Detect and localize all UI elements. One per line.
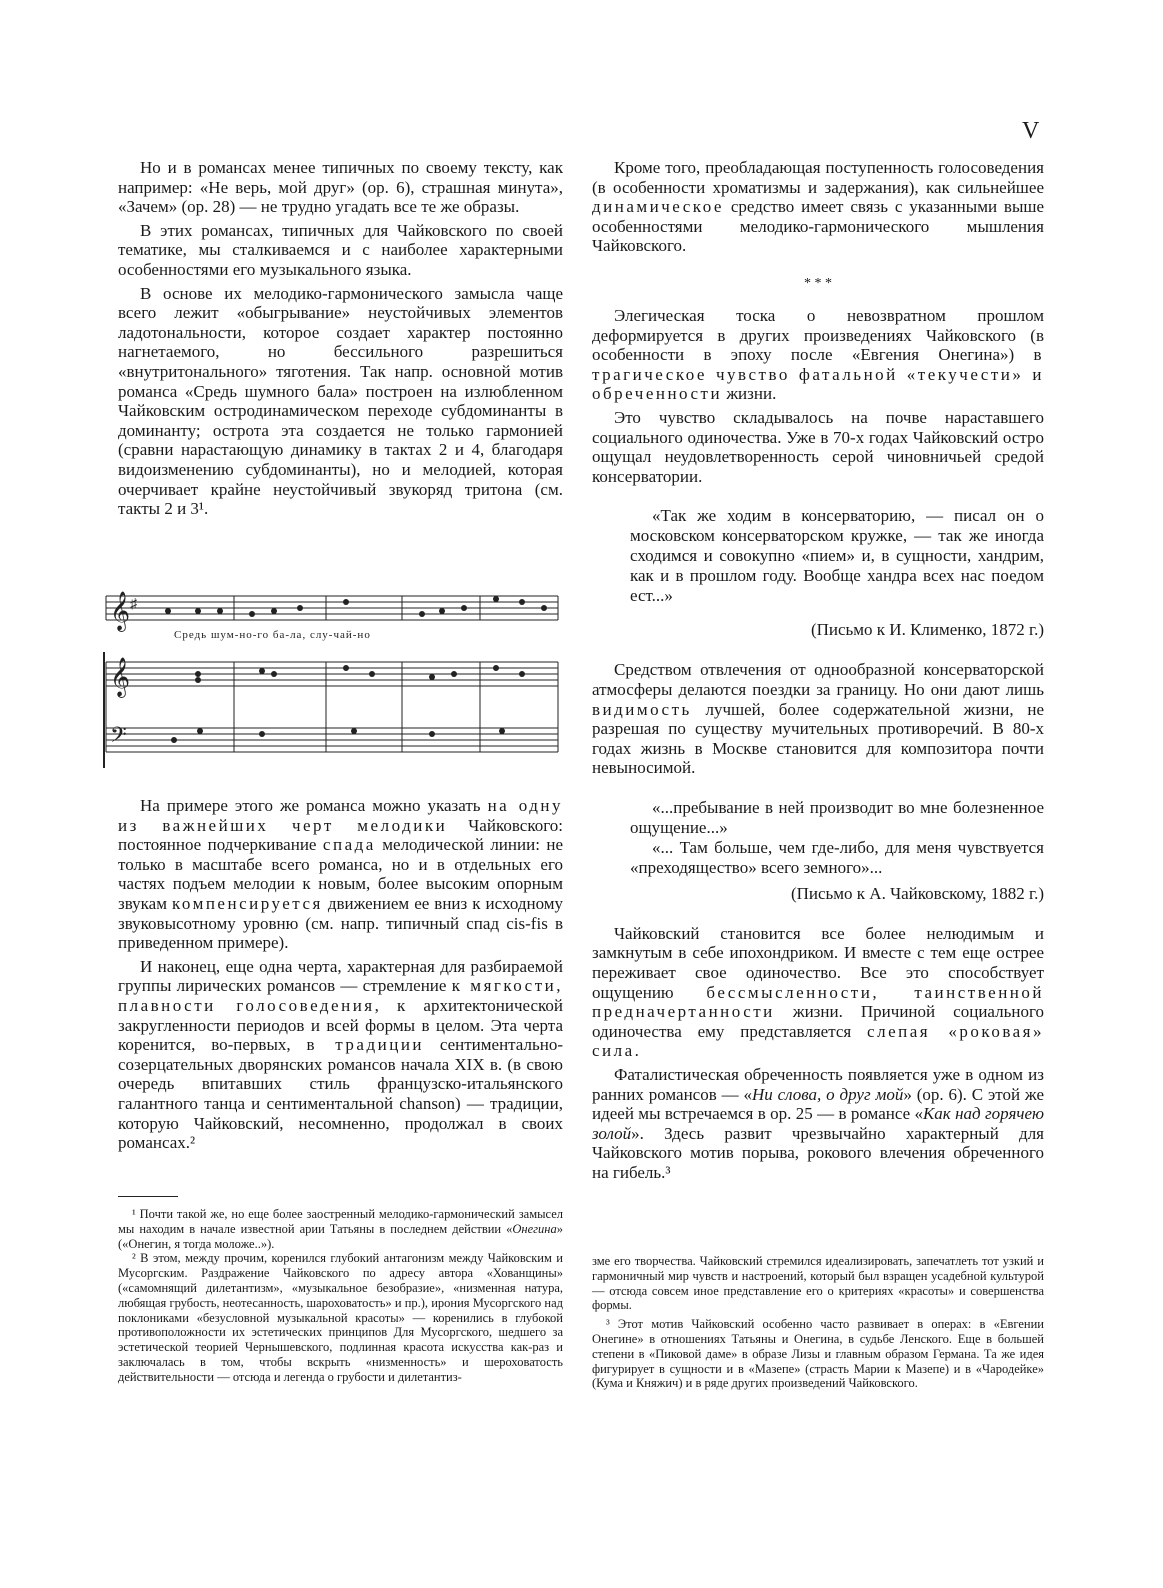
paragraph: Фаталистическая обреченность появляется уже в одном из ранних романсов — «Ни слова, о друг мой» (ор. 6). С этой же идеей мы встречаемся в ор. 25 — в романсе «Как над горячею золой». Здесь развит чрезвычайно характерный для Чайковского мотив порыва, рокового влечения обреченного на гибель.³ (592, 1065, 1045, 1182)
left-footnotes (118, 1196, 563, 1385)
page-number: V (1022, 118, 1040, 144)
paragraph: Элегическая тоска о невозвратном прошлом деформируется в других произведениях Чайковского (в особенности в эпоху после «Евгения Онегина») в трагическое чувство фатальной «текучести» и обреченности жизни. (592, 305, 1044, 404)
footnote-1: ¹ Почти такой же, но еще более заостренный мелодико-гармонический замысел мы находим в начале известной арии Татьяны в последнем действии «Онегина» («Онегин, я тогда моложе..»). (118, 1207, 563, 1251)
footnote-3: ³ Этот мотив Чайковский особенно часто развивает в операх: в «Евгении Онегине» в отношениях Татьяны и Онегина, в судьбе Ленского. Еще в большей степени в «Пиковой даме» в образе Лизы и главным образом Германа. Та же идея фигурирует в сущности и в «Мазепе» (страсть Марии к Мазепе) и в «Чародейке» (Кума и Княжич) и в ряде других произведений Чайковского. (592, 1317, 1044, 1391)
paragraph: В основе их мелодико-гармонического замысла чаще всего лежит «обыгрывание» неустойчивых элементов ладотональности, которое создает характер постоянно нагнетаемого, но бессильного разрешиться «внутритонального» тяготения. Так напр. основной мотив романса «Средь шумного бала» построен на излюбленном Чайковским остродинамическом переходе субдоминанты в доминанту; острота эта создается не только гармонией (сравни нарастающую динамику в тактах 2 и 4, благодаря видоизменению субдоминанты), но и мелодией, которая очерчивает крайне неустойчивый звукоряд тритона (см. такты 2 и 3¹. (118, 283, 563, 519)
svg-text:♯: ♯ (130, 597, 137, 612)
piano-notes (171, 665, 525, 743)
quote-source: (Письмо к И. Клименко, 1872 г.) (810, 620, 1044, 640)
left-column-continued (118, 796, 563, 1153)
paragraph: Кроме того, преобладающая поступенность голосоведения (в особенности хроматизмы и задержания), как сильнейшее динамическое средство имеет связь с указанными выше особенностями мелодико-гармонического мышления Чайковского. (592, 158, 1044, 256)
quote-source: (Письмо к А. Чайковскому, 1882 г.) (790, 883, 1044, 903)
footnote-2: ² В этом, между прочим, коренился глубокий антагонизм между Чайковским и Мусоргским. Раздражение Чайковского по адресу автора «Хованщины» («самомнящий дилетантизм», «музыкальное безобразие», «низменная натура, любящая грубость, неотесанность, шароховатость» и пр.), ирония Мусоргского над поклониками «безусловной музыкальной красоты» — коренились в глубокой противоположности их эстетических принципов Для Мусоргского, шедшего за эстетической теорией Чернышевского, подлинная красота искусства как-раз и заключалась в том, чтобы вскрыть «низменность» и шероховатость действительности — отсюда и легенда о грубости и дилетантиз- (118, 1251, 563, 1384)
vocal-staff (106, 596, 558, 620)
treble-clef: 𝄞 (110, 593, 131, 630)
paragraph: Чайковский становится все более нелюдимым и замкнутым в себе ипохондриком. И вместе с тем еще острее переживает свое одиночество. Все это способствует ощущению бессмысленности, таинственной предначертанности жизни. Причиной социального одиночества ему представляется слепая «роковая» сила. (592, 923, 1044, 1061)
quote: «...пребывание в ней производит во мне болезненное ощущение...» (630, 797, 1044, 837)
footnote-rule (118, 1196, 178, 1197)
paragraph: В этих романсах, типичных для Чайковского по своей тематике, мы сталкиваемся и с наиболее характерными особенностями его музыкального языка. (118, 220, 563, 279)
left-column (118, 158, 563, 519)
quote: «Так же ходим в консерваторию, — писал он о московском консерваторском кружке, — так же иногда сходимся и совокупно «пием» и, в сущности, хандрим, как и в прошлом году. Вообще хандра всех нас поедом ест...» (630, 506, 1044, 606)
paragraph: Это чувство складывалось на почве нараставшего социального одиночества. Уже в 70-х годах Чайковский остро ощущал неудовлетворенность серой чиновничьей средой консерватории. (592, 407, 1044, 486)
music-example (102, 582, 562, 772)
paragraph: И наконец, еще одна черта, характерная для разбираемой группы лирических романсов — стремление к мягкости, плавности голосоведения, к архитектонической закругленности периодов и всей формы в целом. Эта черта коренится, во-первых, в традиции сентиментально-созерцательных дворянских романсов начала XIX в. (в свою очередь впитавших стиль французско-итальянского галантного танца и сентиментальной chanson) — традиции, которую Чайковский, несомненно, продолжал в своих романсах.² (118, 956, 564, 1153)
section-divider: * * * (804, 275, 832, 291)
right-footnotes (592, 1254, 1044, 1391)
footnote-continuation: зме его творчества. Чайковский стремился идеализировать, запечатлеть тот узкий и гармоничный мир чувств и настроений, который был взращен усадебной культурой — отсюда совсем иное представление его о критериях «красоты» и совершенства формы. (592, 1254, 1044, 1313)
lyrics: Средь шум-но-го ба-ла, слу-чай-но (174, 629, 371, 641)
bass-clef: 𝄢 (110, 723, 127, 752)
right-column (592, 158, 1044, 1183)
treble-clef: 𝄞 (110, 659, 131, 696)
quote: «... Там больше, чем где-либо, для меня чувствуется «преходящество» всего земного»... (630, 837, 1044, 877)
paragraph: Но и в романсах менее типичных по своему тексту, как например: «Не верь, мой друг» (ор. 6), страшная минута», «Зачем» (ор. 28) — не трудно угадать все те же образы. (118, 158, 563, 217)
paragraph: Средством отвлечения от однообразной консерваторской атмосферы делаются поездки за границу. Но они дают лишь видимость лучшей, более содержательной жизни, не разрешая по существу мучительных противоречий. В 80-х годах жизнь в Москве становится для композитора почти невыносимой. (592, 660, 1044, 778)
paragraph: На примере этого же романса можно указать на одну из важнейших черт мелодики Чайковского: постоянное подчеркивание спада мелодической линии: не только в масштабе всего романса, но и в отдельных его частях подъем мелодии к новым, более высоким опорным звукам компенсируется движением ее вниз к исходному звуковысотному уровню (см. напр. типичный спад cis-fis в приведенном примере). (118, 796, 564, 953)
